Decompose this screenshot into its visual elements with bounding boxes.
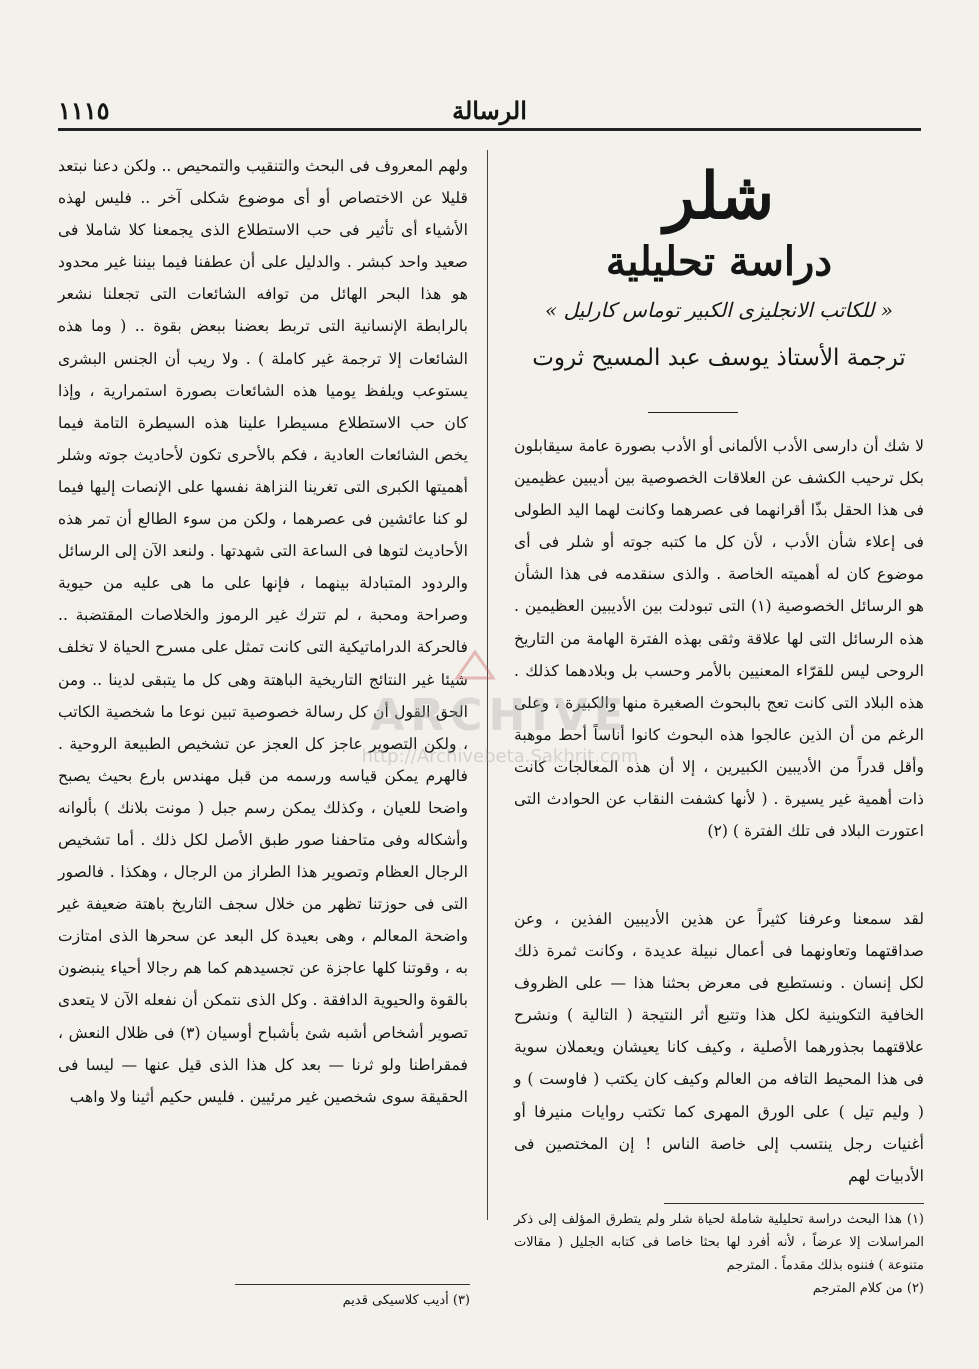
column-divider <box>487 150 488 1220</box>
watermark-logo-icon <box>455 650 495 680</box>
footnote-2: (٢) من كلام المترجم <box>812 1281 924 1296</box>
title-ornament-rule <box>648 412 738 413</box>
footnote-rule-left <box>235 1284 470 1285</box>
header-rule <box>58 128 921 131</box>
footnote-1: (١) هذا البحث دراسة تحليلية شاملة لحياة شلر ولم يتطرق المؤلف إلى ذكر المراسلات إلا عرضاً ، لأنه أفرد لها بحثا خاصا فى كتابه الجليل ( مقالات متنوعة ) فننوه بذلك مقدماً . المترجم <box>514 1212 924 1273</box>
footnotes-right <box>514 1208 924 1300</box>
magazine-title: الرسالة <box>452 96 527 125</box>
article-translator: ترجمة الأستاذ يوسف عبد المسيح ثروت <box>532 345 906 371</box>
right-column-bottom <box>514 903 924 1203</box>
article-subtitle: دراسة تحليلية <box>605 238 833 285</box>
paragraph: لا شك أن دارسى الأدب الألمانى أو الأدب بصورة عامة سيقابلون بكل ترحيب الكشف عن العلاقات الخصوصية بين أديبين عظيمين فى هذا الحقل بذّا أقرانهما فى عصرهما وكانت لهما اليد الطولى فى إعلاء شأن الأدب ، لأن كل ما كتبه جوته أو شلر فى أى موضوع كان له أهميته الخاصة . والذى سنقدمه فى هذا الشأن هو الرسائل الخصوصية (١) التى تبودلت بين الأديبين العظيمين . هذه الرسائل التى لها علاقة وثقى بهذه الفترة الهامة من التاريخ الروحى ليس للقرّاء المعنيين بالأمر وحسب بل وبلادهما كذلك . هذه البلاد التى كانت تعج بالبحوث الصغيرة منها والكبيرة ، وعلى الرغم من أن الذين عالجوا هذه البحوث كانوا أناساً أحط موهبة وأقل قدراً من الأديبين الكبيرين ، إلا أن هذه المعالجات كانت ذات أهمية غير يسيرة . ( لأنها كشفت النقاب عن الحوادث التى اعتورت البلاد فى تلك الفترة ) (٢) <box>514 437 924 841</box>
watermark-url: http://Archivebeta.Sakhrit.com <box>361 746 639 767</box>
footnotes-left <box>258 1290 470 1312</box>
page-header <box>58 92 921 126</box>
paragraph: لقد سمعنا وعرفنا كثيراً عن هذين الأديبين الفذين ، وعن صداقتهما وتعاونهما فى أعمال نبيلة عديدة ، وكانت ثمرة ذلك لكل إنسان . ونستطيع فى معرض بحثنا هذا — على الظروف الخافية التكوينية لكل هذا وتتبع أثر النتيجة ( التالية ) ونشرح علاقتهما بجذورهما الأصلية ، وكيف كانا يعيشان ويعملان سوية فى هذا المحيط التافه من العالم وكيف كان يكتب ( فاوست ) و ( وليم تيل ) على الورق المهرى كما تكتب روايات منيرفا أو أغنيات رجل ينتسب إلى خاصة الناس ! إن المختصين فى الأدبيات لهم <box>514 910 924 1185</box>
right-column-top <box>514 430 924 902</box>
page-number: ١١١٥ <box>58 96 110 125</box>
paragraph: ولهم المعروف فى البحث والتنقيب والتمحيص .. ولكن دعنا نبتعد قليلا عن الاختصاص أو أى موضوع شكلى آخر .. فليس لهذه الأشياء أى تأثير فى حب الاستطلاع الذى يجمعنا كلا شاملا فى صعيد واحد كبشر . والدليل على أن عطفنا فيما بيننا غير محدود هو هذا البحر الهائل من توافه الشائعات التى تجعلنا نشعر بالرابطة الإنسانية التى تربط بعضنا ببعض بقوة .. ( وما هذه الشائعات إلا ترجمة غير كاملة ) . ولا ريب أن الجنس البشرى يستوعب ويلفظ يوميا هذه الشائعات بصورة استمرارية ، وإذا كان حب الاستطلاع مسيطرا علينا هذه السيطرة التامة فيما يخص الشائعات العادية ، فكم بالأحرى تكون لأحاديث جوته وشلر أهميتها الكبرى التى تغرينا النزاهة نفسها على الإنصات إليها فيما لو كنا عائشين فى عصرهما ، ولكن من سوء الطالع أن تمر هذه الأحاديث لتوها فى الساعة التى شهدتها . ولنعد الآن إلى الرسائل والردود المتبادلة بينهما ، فإنها على ما هى عليه من حيوية وصراحة ومحبة ، لم تترك غير الرموز والخلاصات المقتضبة .. فالحركة الدراماتيكية التى كانت تمثل على مسرح الحياة لا تخلف شيئا غير النتائج التاريخية الباهتة وهى كل ما يتبقى لدينا .. ومن الحق القول أن كل رسالة خصوصية تبين نوعا ما شخصية الكاتب ، ولكن التصوير عاجز كل العجز عن تشخيص الطبيعة الروحية . فالهرم يمكن قياسه ورسمه من قبل مهندس بارع بحيث يصبح واضحا للعيان ، وكذلك يمكن رسم جبل ( مونت بلانك ) بألوانه وأشكاله وفى متاحفنا صور طبق الأصل لكل ذلك . أما تشخيص الرجال العظام وتصوير هذا الطراز من الرجال ، وهكذا . فالصور التى فى حوزتنا تظهر من خلال سجف التاريخ باهتة ضعيفة غير واضحة المعالم ، وهى بعيدة كل البعد عن سحرها الذى امتازت به ، وقوتنا كلها عاجزة عن تجسيدهم كما هم رجالا أحياء ينبضون بالقوة والحيوية الدافقة . وكل الذى نتمكن أن نفعله الآن لا يتعدى تصوير أشخاص أشبه شئ بأشباح أوسيان (٣) فى ظلال النعش ، فمقراطنا ولو ثرنا — بعد كل هذا الذى قيل عنها — ليسا فى الحقيقة سوى شخصين غير مرئيين . فليس حكيم أثينا ولا واهب <box>58 157 468 1106</box>
footnote-3: (٣) أديب كلاسيكى قديم <box>342 1293 470 1308</box>
watermark-text: ARCHIVE <box>370 690 630 741</box>
left-column <box>58 150 468 1106</box>
article-author: « للكاتب الانجليزى الكبير توماس كارليل » <box>545 298 893 322</box>
footnote-rule-right <box>664 1203 924 1204</box>
article-title: شلر <box>663 159 775 234</box>
